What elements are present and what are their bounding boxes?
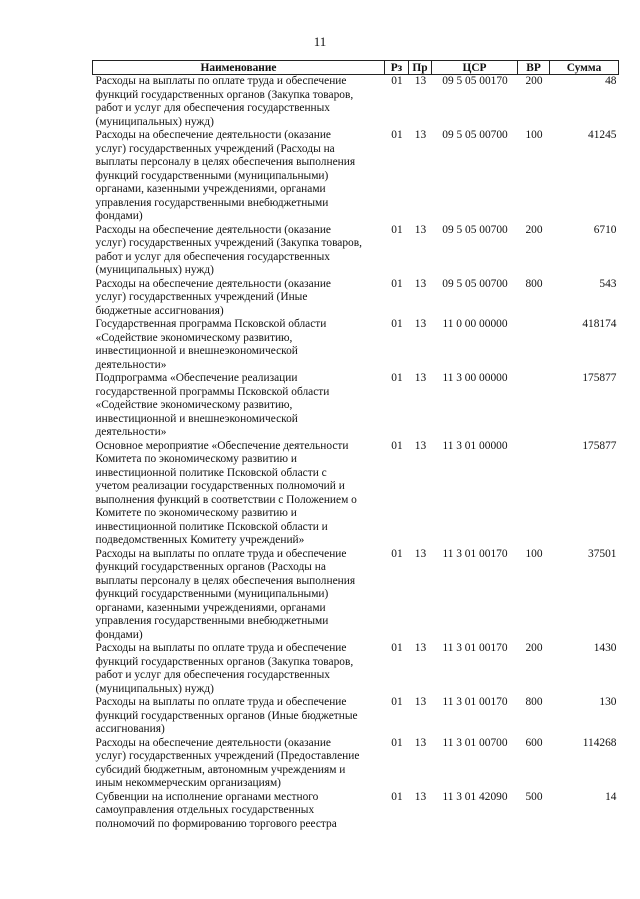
row-rz: 01: [391, 318, 403, 330]
row-pr: 13: [414, 318, 427, 330]
row-rz: 01: [391, 129, 403, 141]
row-name-line: деятельности»: [95, 358, 167, 371]
row-name-line: инвестиционной политике Псковской области с: [95, 466, 327, 479]
row-name-line: иным некоммерческим организациям): [95, 777, 281, 789]
row-sum: 130: [599, 696, 617, 708]
row-name-line: фондами): [95, 628, 143, 641]
row-name-line: работ и услуг для обеспечения государственных: [95, 669, 330, 681]
row-name-line: Расходы на обеспечение деятельности (оказание: [95, 277, 331, 290]
row-sum: 543: [599, 277, 617, 290]
table-header-row: [93, 61, 619, 75]
header-pr: Пр: [409, 61, 432, 75]
row-vr: 600: [525, 736, 543, 749]
row-vr: 200: [525, 223, 543, 236]
row-sum: 114268: [582, 736, 617, 749]
row-name-line: Расходы на выплаты по оплате труда и обеспечение: [95, 642, 347, 654]
table-row: [93, 548, 619, 643]
row-rz: 01: [391, 223, 403, 236]
row-name-line: Подпрограмма «Обеспечение реализации: [95, 372, 298, 384]
table-row: [93, 737, 619, 791]
row-vr: 500: [525, 790, 543, 803]
row-rz: 01: [391, 277, 403, 290]
row-pr: 13: [414, 75, 427, 87]
header-vr: ВР: [518, 61, 550, 75]
row-name-line: функций государственных органов (Закупка товаров,: [95, 88, 354, 101]
row-sum: 37501: [588, 547, 617, 560]
row-csr: 11 0 00 00000: [442, 318, 508, 330]
row-name-line: «Содействие экономическому развитию,: [95, 399, 293, 411]
row-pr: 13: [414, 736, 427, 749]
row-pr: 13: [414, 372, 427, 384]
row-sum: 41245: [588, 129, 617, 141]
header-sum: Сумма: [550, 61, 619, 75]
row-name-line: деятельности»: [95, 426, 167, 438]
row-csr: 11 3 01 00170: [442, 547, 508, 560]
row-rz: 01: [391, 75, 403, 87]
row-rz: 01: [391, 372, 403, 384]
row-name-line: функций государственными (муниципальными): [95, 169, 329, 182]
row-name-line: полномочий по формированию торгового реестра: [95, 817, 337, 830]
row-name-line: Расходы на обеспечение деятельности (оказание: [95, 129, 331, 141]
row-name-line: услуг) государственных учреждений (Расходы на: [95, 142, 335, 155]
row-csr: 09 5 05 00700: [442, 223, 508, 236]
row-name-line: управления государственными внебюджетными: [95, 615, 329, 627]
row-name-line: Расходы на выплаты по оплате труда и обеспечение: [95, 547, 347, 560]
row-name-line: Основное мероприятие «Обеспечение деятельности: [95, 439, 349, 452]
table-row: [93, 318, 619, 372]
row-name: [93, 278, 385, 319]
row-name-line: Расходы на выплаты по оплате труда и обеспечение: [95, 75, 347, 87]
table-row: [93, 440, 619, 548]
table-row: [93, 696, 619, 737]
row-csr: 11 3 01 00700: [442, 736, 508, 749]
header-rz: Рз: [385, 61, 409, 75]
row-vr: 800: [525, 696, 543, 708]
row-rz: 01: [391, 439, 403, 452]
row-vr: 100: [525, 547, 543, 560]
row-csr: 11 3 01 00170: [442, 696, 508, 708]
row-name-line: услуг) государственных учреждений (Предоставление: [95, 750, 360, 762]
table-row: [93, 278, 619, 319]
row-name-line: ассигнования): [95, 723, 165, 735]
row-name-line: самоуправления отдельных государственных: [95, 804, 315, 816]
row-sum: 175877: [582, 439, 617, 452]
budget-table: [92, 60, 619, 831]
row-name-line: «Содействие экономическому развитию,: [95, 331, 293, 344]
row-name-line: выполнения функций в соответствии с Положением о: [95, 493, 357, 506]
row-name-line: (муниципальных) нужд): [95, 115, 214, 128]
row-csr: 09 5 05 00700: [442, 277, 508, 290]
row-csr: 09 5 05 00170: [442, 75, 508, 87]
row-name-line: выплаты персоналу в целях обеспечения выполнения: [95, 156, 356, 168]
table-row: [93, 224, 619, 278]
row-sum: 6710: [593, 223, 617, 236]
row-name-line: функций государственных органов (Расходы на: [95, 561, 326, 573]
row-name-line: инвестиционной и внешнеэкономической: [95, 345, 298, 357]
page-number: 11: [313, 34, 327, 49]
row-name: [93, 548, 385, 643]
row-name-line: (муниципальных) нужд): [95, 264, 214, 276]
row-pr: 13: [414, 277, 427, 290]
row-rz: 01: [391, 736, 403, 749]
table-row: [93, 372, 619, 440]
row-csr: 11 3 01 42090: [442, 790, 508, 803]
row-vr: 200: [525, 75, 543, 87]
row-name-line: функций государственных органов (Иные бюджетные: [95, 709, 358, 722]
row-name: [93, 791, 385, 832]
table-row: [93, 642, 619, 696]
row-name-line: услуг) государственных учреждений (Иные: [95, 291, 308, 303]
row-name: [93, 129, 385, 224]
row-sum: 175877: [582, 372, 617, 384]
row-vr: [518, 372, 550, 440]
row-name: [93, 224, 385, 278]
row-vr: [518, 318, 550, 372]
row-name: [93, 75, 385, 130]
table-body: [93, 75, 619, 832]
header-csr: ЦСР: [432, 61, 518, 75]
row-sum: 418174: [582, 318, 617, 330]
row-sum: 1430: [593, 642, 617, 654]
table-row: [93, 129, 619, 224]
row-name-line: органами, казенными учреждениями, органами: [95, 601, 326, 614]
row-vr: 100: [525, 129, 543, 141]
row-rz: 01: [391, 642, 403, 654]
row-name-line: Расходы на обеспечение деятельности (оказание: [95, 223, 331, 236]
row-name-line: учетом реализации государственных полномочий и: [95, 480, 345, 492]
row-rz: 01: [391, 790, 403, 803]
row-rz: 01: [391, 696, 403, 708]
row-name-line: инвестиционной и внешнеэкономической: [95, 412, 298, 425]
row-name-line: (муниципальных) нужд): [95, 682, 214, 695]
row-csr: 11 3 01 00170: [442, 642, 508, 654]
row-name: [93, 318, 385, 372]
row-rz: 01: [391, 547, 403, 560]
row-name: [93, 372, 385, 440]
row-sum: 14: [605, 790, 617, 803]
row-csr: 09 5 05 00700: [442, 129, 508, 141]
row-name: [93, 440, 385, 548]
row-name-line: управления государственными внебюджетными: [95, 196, 329, 209]
row-pr: 13: [414, 547, 427, 560]
row-name-line: Государственная программа Псковской области: [95, 318, 327, 330]
row-pr: 13: [414, 439, 427, 452]
row-name: [93, 737, 385, 791]
row-name-line: инвестиционной политике Псковской области и: [95, 520, 328, 533]
row-name-line: субсидий бюджетным, автономным учреждениям и: [95, 763, 346, 776]
row-pr: 13: [414, 790, 427, 803]
row-name-line: подведомственных Комитету учреждений»: [95, 534, 305, 546]
row-name-line: Расходы на обеспечение деятельности (оказание: [95, 736, 331, 749]
row-pr: 13: [414, 642, 427, 654]
row-vr: 800: [525, 277, 543, 290]
row-name-line: фондами): [95, 210, 143, 222]
header-name: Наименование: [93, 61, 385, 75]
row-csr: 11 3 00 00000: [442, 372, 508, 384]
row-pr: 13: [414, 223, 427, 236]
row-name-line: функций государственных органов (Закупка товаров,: [95, 655, 354, 668]
row-name-line: Комитета по экономическому развитию и: [95, 453, 297, 465]
row-sum: 48: [605, 75, 617, 87]
row-csr: 11 3 01 00000: [442, 439, 508, 452]
row-name: [93, 642, 385, 696]
row-name-line: государственной программы Псковской области: [95, 385, 330, 398]
row-name-line: услуг) государственных учреждений (Закупка товаров,: [95, 237, 362, 249]
row-name-line: работ и услуг для обеспечения государственных: [95, 250, 330, 263]
row-vr: 200: [525, 642, 543, 654]
row-name-line: бюджетные ассигнования): [95, 304, 224, 317]
row-name-line: органами, казенными учреждениями, органами: [95, 183, 326, 195]
table-row: [93, 75, 619, 130]
table-row: [93, 791, 619, 832]
row-name-line: Комитете по экономическому развитию и: [95, 507, 297, 519]
row-name-line: функций государственными (муниципальными): [95, 588, 329, 600]
row-name-line: Субвенции на исполнение органами местного: [95, 790, 319, 803]
row-name-line: Расходы на выплаты по оплате труда и обеспечение: [95, 696, 347, 708]
row-name-line: выплаты персоналу в целях обеспечения выполнения: [95, 574, 356, 587]
row-name: [93, 696, 385, 737]
row-name-line: работ и услуг для обеспечения государственных: [95, 102, 330, 114]
row-pr: 13: [414, 696, 427, 708]
row-vr: [518, 440, 550, 548]
row-pr: 13: [414, 129, 427, 141]
